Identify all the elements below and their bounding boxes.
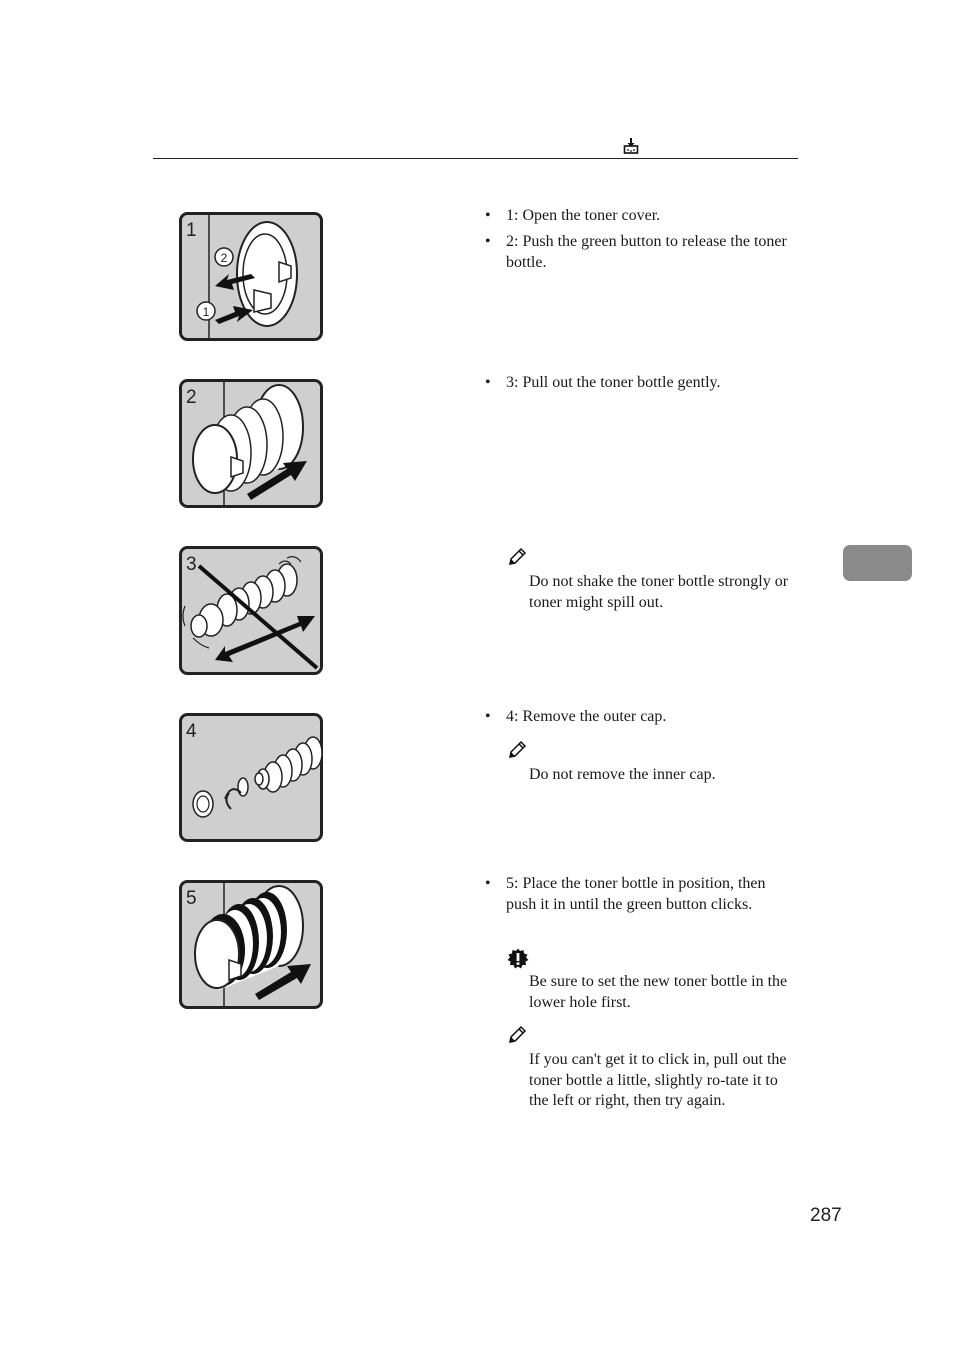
pencil-note-icon (507, 740, 527, 760)
step-number: 3 (186, 554, 197, 575)
step-2-bullet-1: • 3: Pull out the toner bottle gently. (485, 374, 721, 391)
toner-replace-icon (622, 137, 640, 155)
step-1-illustration (179, 212, 323, 341)
step-number: 4 (186, 721, 197, 742)
important-icon (507, 948, 527, 968)
step-5-illustration (179, 880, 323, 1009)
pencil-note-icon (507, 1025, 527, 1045)
step-5-bullet-1: • 5: Place the toner bottle in position, then push it in until the green button clicks. (485, 875, 766, 913)
step-2-illustration (179, 379, 323, 508)
step-5-note: If you can't get it to click in, pull out the toner bottle a little, slightly ro-tate it to the left or right, then try again. (529, 1051, 787, 1109)
chapter-tab (843, 545, 912, 581)
step-4-note: Do not remove the inner cap. (529, 766, 716, 783)
callout-2: 2 (220, 251, 228, 265)
step-5-important: Be sure to set the new toner bottle in the lower hole first. (529, 973, 788, 1011)
step-1-bullet-1: • 1: Open the toner cover. (485, 207, 661, 224)
step-4-illustration (179, 713, 323, 842)
callout-1: 1 (202, 305, 210, 319)
step-number: 5 (186, 888, 197, 909)
pencil-note-icon (507, 547, 527, 567)
step-number: 2 (186, 387, 197, 408)
step-1-bullet-2: • 2: Push the green button to release the toner bottle. (485, 233, 787, 271)
page-number: 287 (810, 1205, 842, 1226)
step-number: 1 (186, 220, 197, 241)
header-rule (153, 158, 798, 159)
step-3-note: Do not shake the toner bottle strongly or toner might spill out. (529, 573, 789, 611)
step-4-bullet-1: • 4: Remove the outer cap. (485, 708, 667, 725)
step-3-illustration (179, 546, 323, 675)
